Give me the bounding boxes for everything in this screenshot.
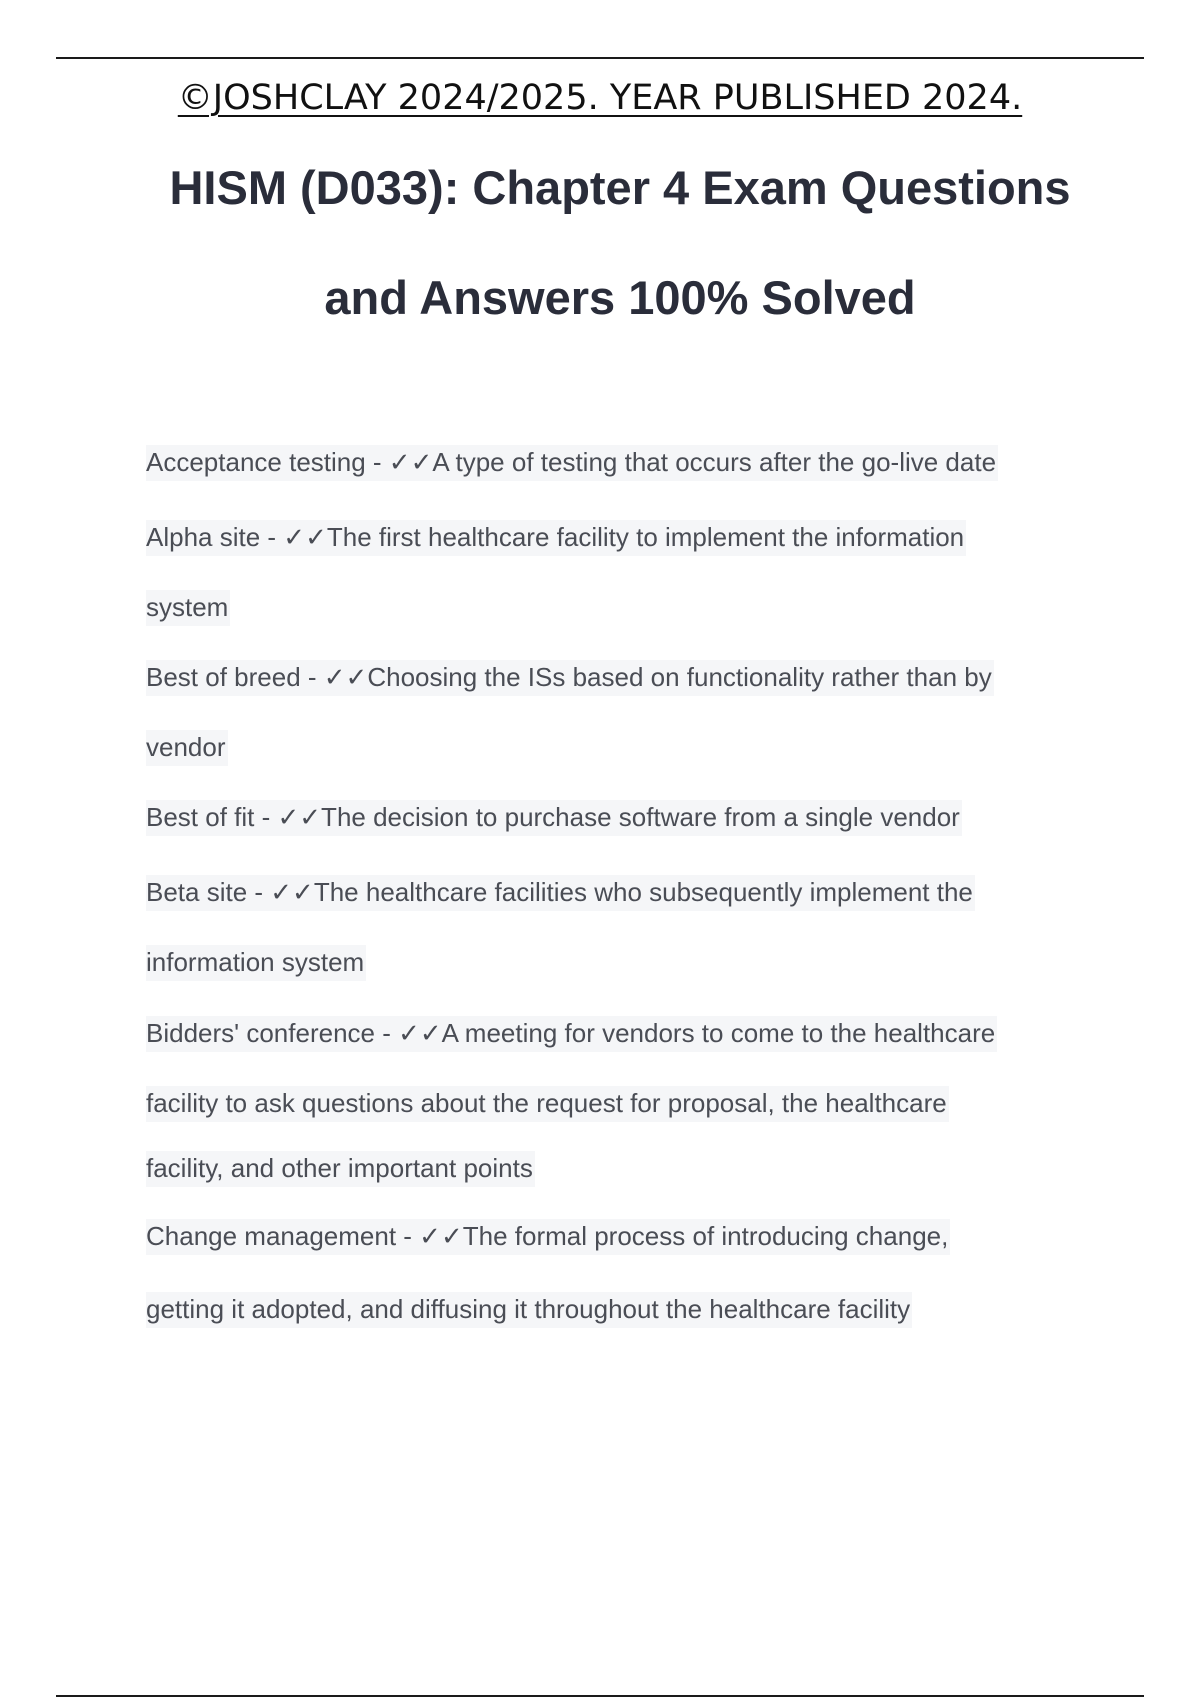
copyright-text: ©JOSHCLAY 2024/2025. YEAR PUBLISHED 2024.: [177, 78, 1023, 118]
entry-acceptance-testing: Acceptance testing - ✓✓A type of testing that occurs after the go-live date: [146, 445, 998, 481]
entry-alpha-site: Alpha site - ✓✓The first healthcare facility to implement the information: [146, 520, 966, 556]
entry-change-management-cont: getting it adopted, and diffusing it throughout the healthcare facility: [146, 1292, 912, 1328]
entry-best-of-fit: Best of fit - ✓✓The decision to purchase software from a single vendor: [146, 800, 962, 836]
copyright-header: [0, 78, 1200, 118]
entry-change-management: Change management - ✓✓The formal process of introducing change,: [146, 1219, 950, 1255]
entry-best-of-breed-cont: vendor: [146, 730, 228, 766]
bottom-divider: [56, 1695, 1144, 1697]
document-title-line-1: HISM (D033): Chapter 4 Exam Questions: [169, 161, 1071, 214]
entry-bidders-conference-cont-2: facility, and other important points: [146, 1151, 535, 1187]
entry-bidders-conference: Bidders' conference - ✓✓A meeting for vendors to come to the healthcare: [146, 1016, 997, 1052]
entry-bidders-conference-cont-1: facility to ask questions about the request for proposal, the healthcare: [146, 1086, 949, 1122]
entry-beta-site-cont: information system: [146, 945, 366, 981]
entry-beta-site: Beta site - ✓✓The healthcare facilities who subsequently implement the: [146, 875, 975, 911]
top-divider: [56, 57, 1144, 59]
entry-best-of-breed: Best of breed - ✓✓Choosing the ISs based on functionality rather than by: [146, 660, 994, 696]
entry-alpha-site-cont: system: [146, 590, 230, 626]
document-title-line-2: and Answers 100% Solved: [324, 271, 916, 324]
